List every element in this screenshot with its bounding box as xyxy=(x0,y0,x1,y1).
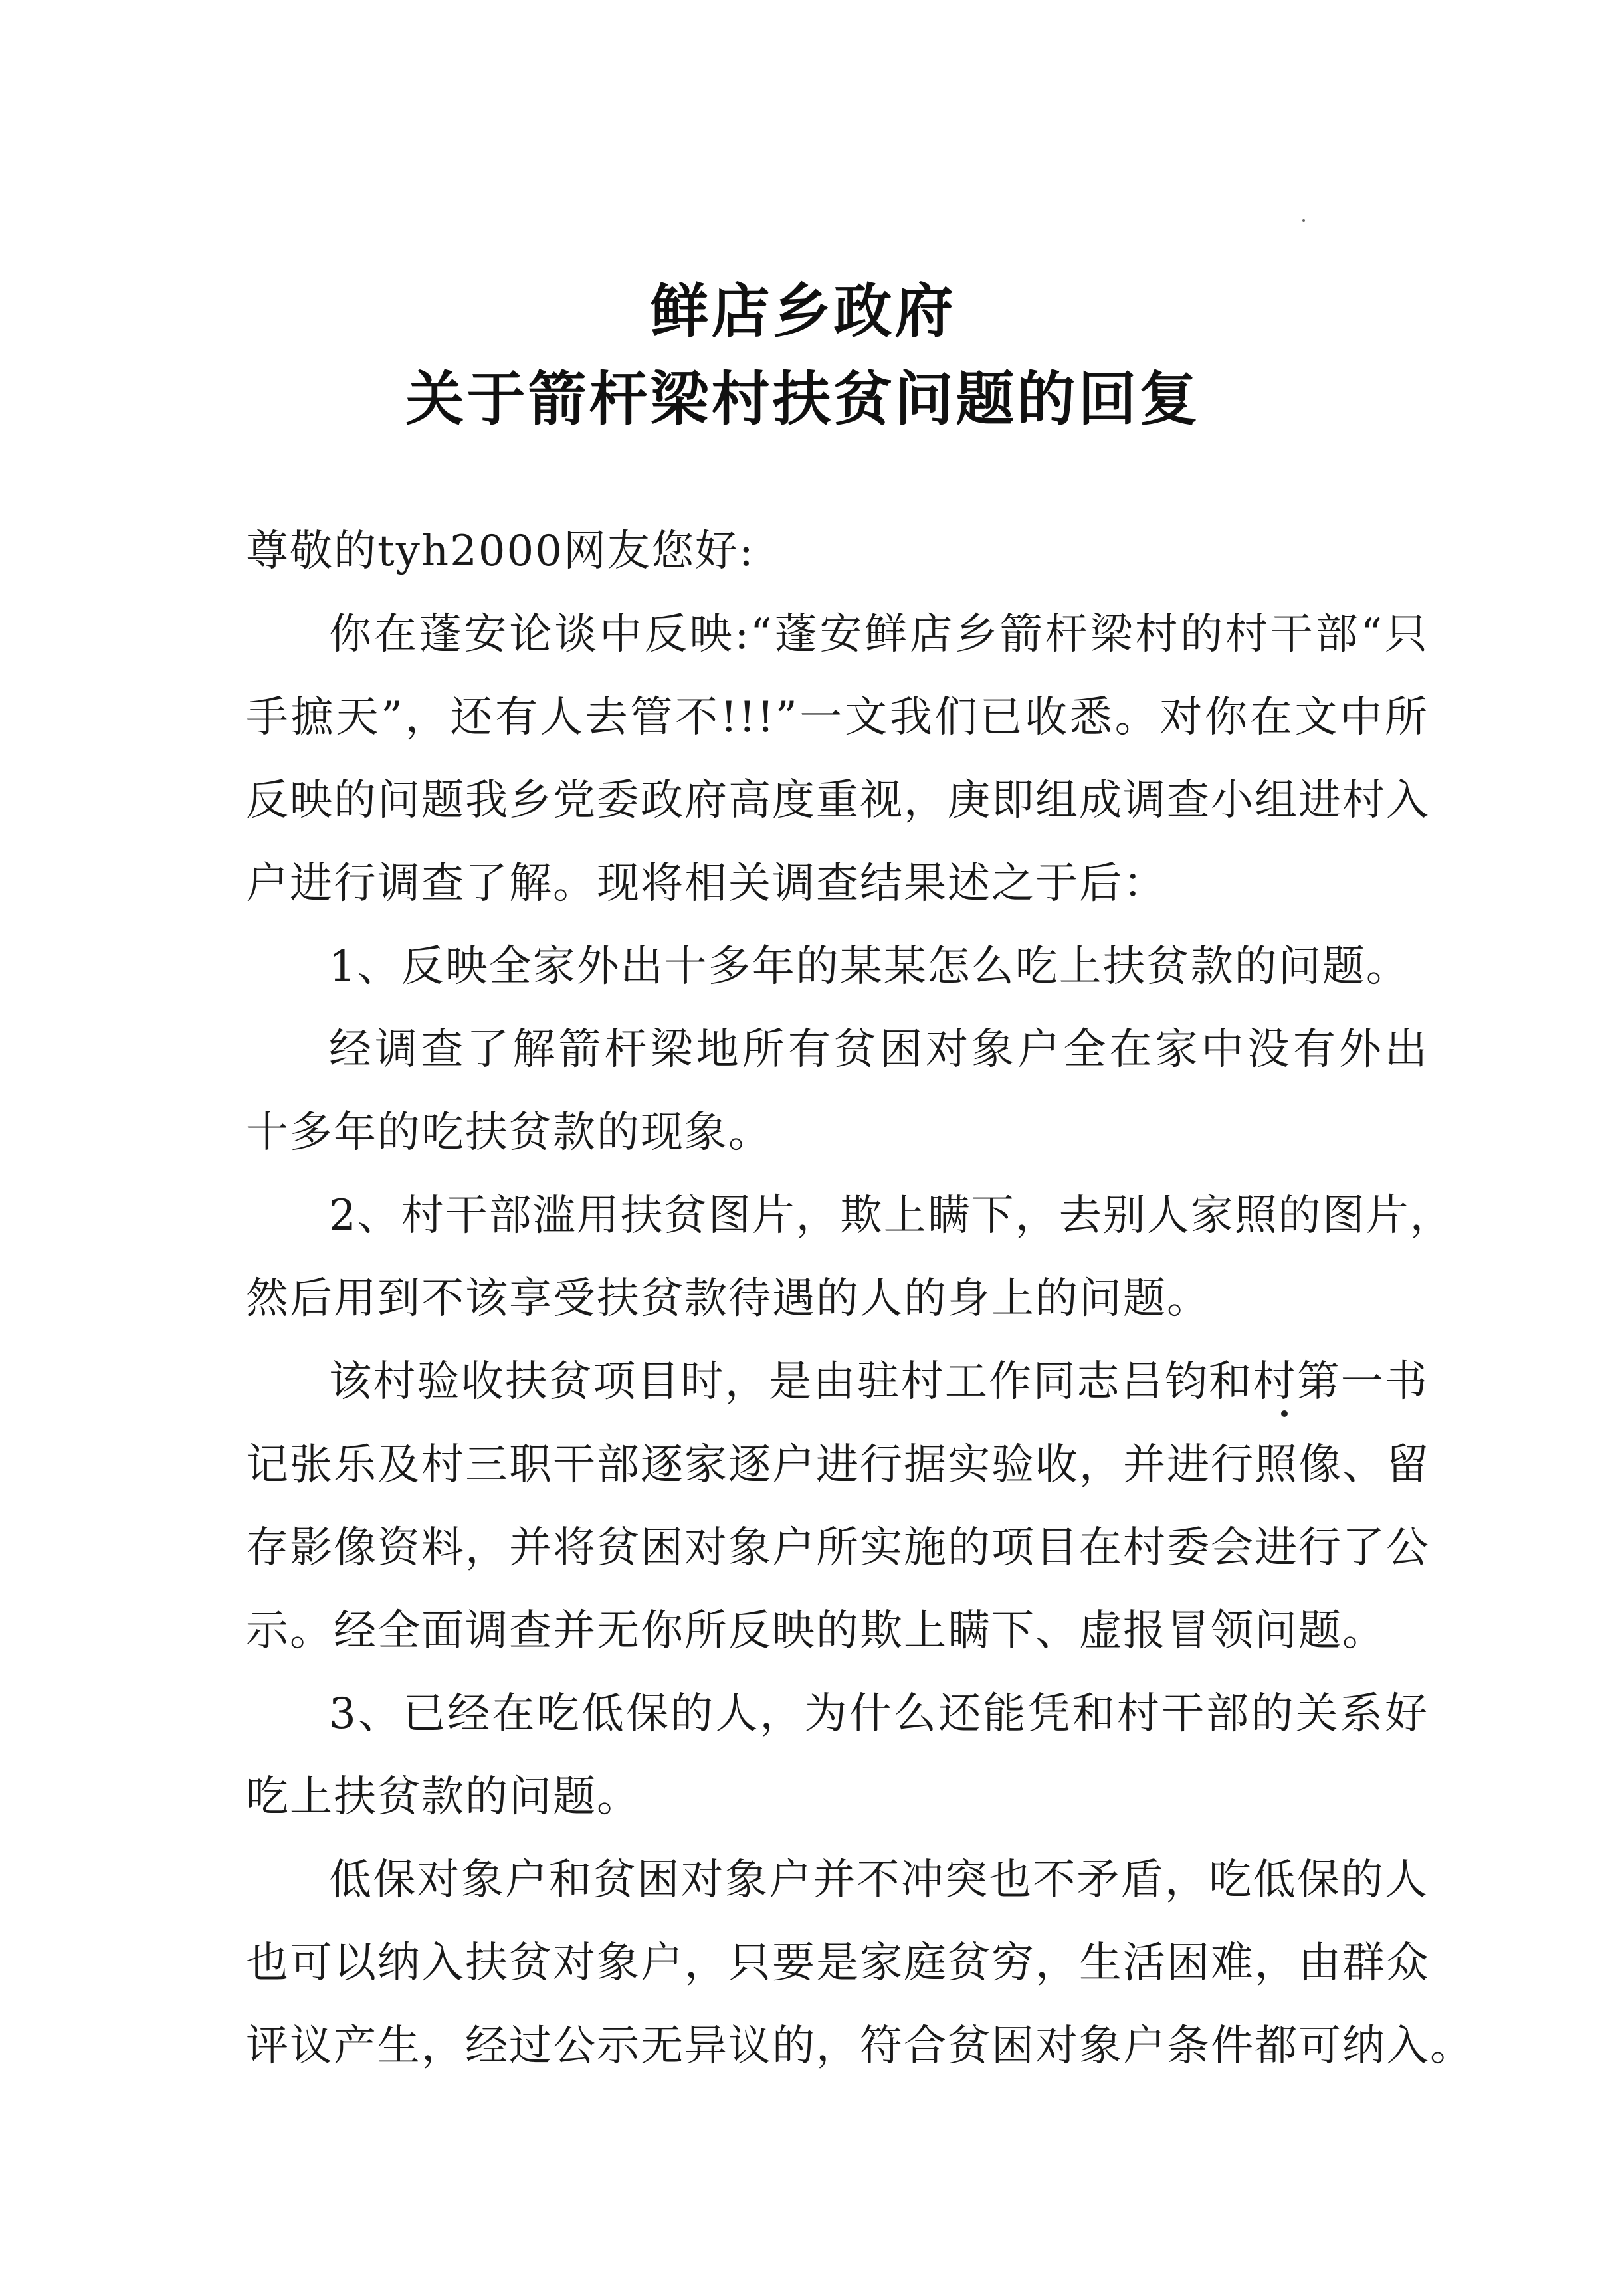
body-line: 户进行调查了解。现将相关调查结果述之于后： xyxy=(246,859,1167,908)
document-title-line-2: 关于箭杆梁村扶贫问题的回复 xyxy=(405,364,1201,433)
body-line: 反映的问题我乡党委政府高度重视，庚即组成调查小组进村入 xyxy=(246,776,1430,825)
body-line: 也可以纳入扶贫对象户，只要是家庭贫穷，生活困难，由群众 xyxy=(246,1939,1430,1988)
body-line: 低保对象户和贫困对象户并不冲突也不矛盾，吃低保的人 xyxy=(329,1856,1429,1905)
body-line: 评议产生，经过公示无异议的，符合贫困对象户条件都可纳入。 xyxy=(246,2022,1474,2071)
salutation: 尊敬的tyh2000网友您好: xyxy=(246,527,755,576)
body-line: 十多年的吃扶贫款的现象。 xyxy=(246,1108,772,1157)
document-title-line-1: 鲜店乡政府 xyxy=(650,276,956,345)
body-line: 你在蓬安论谈中反映:“蓬安鲜店乡箭杆梁村的村干部“只 xyxy=(329,610,1429,659)
body-line: 经调查了解箭杆梁地所有贫困对象户全在家中没有外出 xyxy=(329,1025,1429,1074)
body-line: 示。经全面调查并无你所反映的欺上瞒下、虚报冒领问题。 xyxy=(246,1606,1386,1656)
issue-heading-3: 3、已经在吃低保的人，为什么还能凭和村干部的关系好 xyxy=(329,1689,1429,1739)
issue-heading-2: 2、村干部滥用扶贫图片，欺上瞒下，去别人家照的图片， xyxy=(329,1191,1454,1240)
issue-heading-1: 1、反映全家外出十多年的某某怎么吃上扶贫款的问题。 xyxy=(329,942,1410,991)
scan-speck xyxy=(1302,219,1305,222)
scan-speck xyxy=(1281,1410,1288,1417)
body-line: 该村验收扶贫项目时，是由驻村工作同志吕钧和村第一书 xyxy=(329,1357,1429,1406)
body-line: 存影像资料，并将贫困对象户所实施的项目在村委会进行了公 xyxy=(246,1523,1430,1573)
issue-heading-3-cont: 吃上扶贫款的问题。 xyxy=(246,1772,641,1822)
issue-heading-2-cont: 然后用到不该享受扶贫款待遇的人的身上的问题。 xyxy=(246,1274,1211,1323)
body-line: 记张乐及村三职干部逐家逐户进行据实验收，并进行照像、留 xyxy=(246,1440,1430,1489)
body-line: 手摭天”，还有人去管不!!!”一文我们已收悉。对你在文中所 xyxy=(246,693,1429,742)
